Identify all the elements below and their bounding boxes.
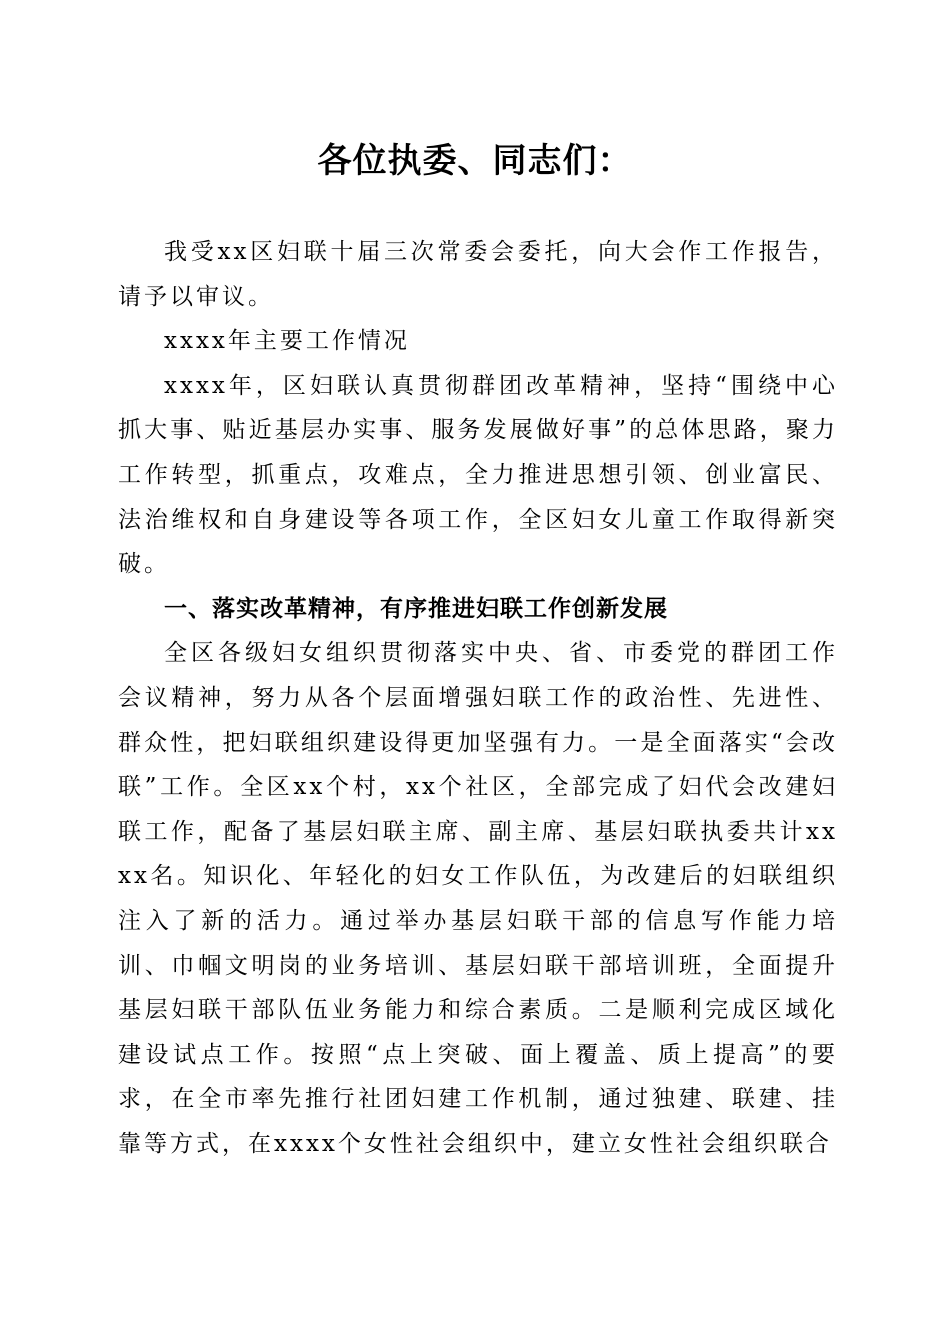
paragraph-intro: 我受xx区妇联十届三次常委会委托，向大会作工作报告，请予以审议。	[118, 239, 838, 310]
document-title: 各位执委、同志们：	[317, 141, 633, 181]
paragraph-section-body: 全区各级妇女组织贯彻落实中央、省、市委党的群团工作会议精神，努力从各个层面增强妇联工作的政治性、先进性、群众性，把妇联组织建设得更加坚强有力。一是全面落实“会改联”工作。全区xx个村，xx个社区，全部完成了妇代会改建妇联工作，配备了基层妇联主席、副主席、基层妇联执委共计xxxx名。知识化、年轻化的妇女工作队伍，为改建后的妇联组织注入了新的活力。通过举办基层妇联干部的信息写作能力培训、巾帼文明岗的业务培训、基层妇联干部培训班，全面提升基层妇联干部队伍业务能力和综合素质。二是顺利完成区域化建设试点工作。按照“点上突破、面上覆盖、质上提高”的要求，在全市率先推行社团妇建工作机制，通过独建、联建、挂靠等方式，在xxxx个女性社会组织中，建立女性社会组织联合	[118, 640, 838, 1157]
document-body	[118, 230, 838, 1166]
paragraph-summary: xxxx年，区妇联认真贯彻群团改革精神，坚持“围绕中心抓大事、贴近基层办实事、服务发展做好事”的总体思路，聚力工作转型，抓重点，攻难点，全力推进思想引领、创业富民、法治维权和自身建设等各项工作，全区妇女儿童工作取得新突破。	[118, 372, 838, 578]
paragraph-section-label: xxxx年主要工作情况	[164, 328, 410, 355]
section-heading: 一、落实改革精神，有序推进妇联工作创新发展	[164, 595, 668, 622]
